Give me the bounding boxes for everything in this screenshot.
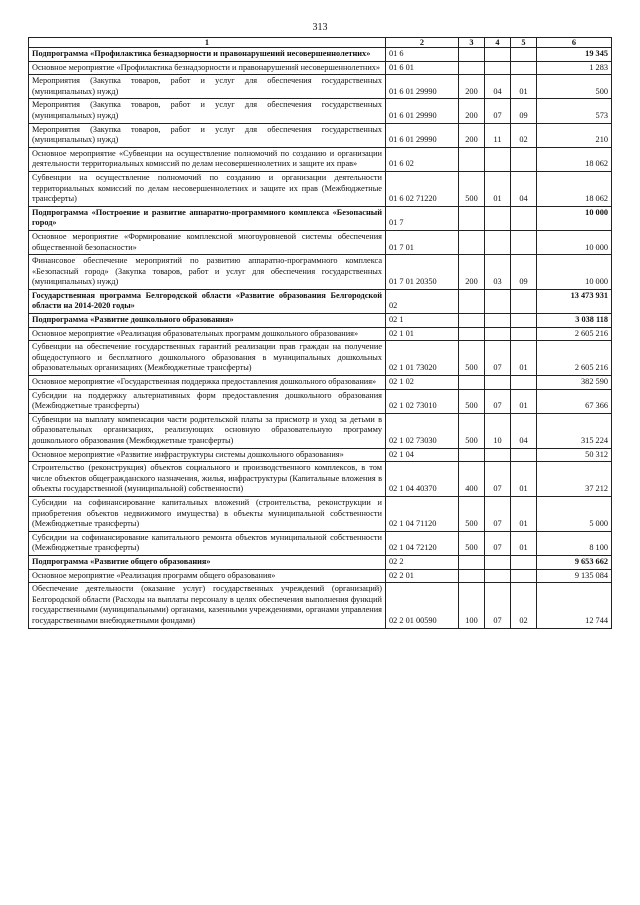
row-name: Подпрограмма «Развитие общего образования» xyxy=(29,555,386,569)
row-expense-type: 200 xyxy=(459,123,485,147)
row-subsection: 02 xyxy=(511,123,537,147)
row-amount: 2 605 216 xyxy=(537,327,612,341)
row-section xyxy=(485,289,511,313)
row-subsection: 02 xyxy=(511,583,537,628)
table-row xyxy=(29,255,612,290)
row-section: 04 xyxy=(485,75,511,99)
row-amount: 382 590 xyxy=(537,376,612,390)
header-row xyxy=(29,38,612,48)
row-name: Субвенции на осуществление полномочий по созданию и организации деятельности территориальных комиссий по делам несовершеннолетних и защите их прав (Межбюджетные трансферты) xyxy=(29,171,386,206)
row-section xyxy=(485,327,511,341)
row-subsection: 09 xyxy=(511,99,537,123)
row-subsection xyxy=(511,206,537,230)
row-expense-type xyxy=(459,569,485,583)
row-subsection: 01 xyxy=(511,341,537,376)
row-expense-type xyxy=(459,61,485,75)
row-section: 07 xyxy=(485,583,511,628)
row-amount: 50 312 xyxy=(537,448,612,462)
row-name: Основное мероприятие «Субвенции на осуществление полномочий по созданию и организации деятельности территориальных комиссий по делам несовершеннолетних и защите их прав» xyxy=(29,147,386,171)
row-name: Подпрограмма «Профилактика безнадзорности и правонарушений несовершеннолетних» xyxy=(29,48,386,62)
table-row xyxy=(29,289,612,313)
row-expense-type: 500 xyxy=(459,341,485,376)
row-name: Субсидии на софинансирование капитальных вложений (строительства, реконструкции и приобретения объектов недвижимого имущества) в объекты муниципальной собственности (Межбюджетные трансферты) xyxy=(29,496,386,531)
row-section: 07 xyxy=(485,462,511,497)
row-section xyxy=(485,48,511,62)
row-name: Субсидии на софинансирование капитального ремонта объектов муниципальной собственности (Межбюджетные трансферты) xyxy=(29,531,386,555)
row-amount: 8 100 xyxy=(537,531,612,555)
row-section xyxy=(485,314,511,328)
row-amount: 9 135 084 xyxy=(537,569,612,583)
row-expense-type: 500 xyxy=(459,531,485,555)
row-subsection xyxy=(511,448,537,462)
row-amount: 12 744 xyxy=(537,583,612,628)
row-section: 11 xyxy=(485,123,511,147)
table-row xyxy=(29,327,612,341)
row-amount: 13 473 931 xyxy=(537,289,612,313)
row-name: Мероприятия (Закупка товаров, работ и услуг для обеспечения государственных (муниципальных) нужд) xyxy=(29,75,386,99)
row-code: 02 1 02 73030 xyxy=(386,413,459,448)
row-expense-type xyxy=(459,376,485,390)
row-code: 01 7 01 xyxy=(386,230,459,254)
table-row xyxy=(29,583,612,628)
row-subsection: 09 xyxy=(511,255,537,290)
table-row xyxy=(29,147,612,171)
row-section: 07 xyxy=(485,496,511,531)
row-subsection xyxy=(511,555,537,569)
table-row xyxy=(29,341,612,376)
row-expense-type: 200 xyxy=(459,255,485,290)
row-subsection xyxy=(511,327,537,341)
table-row xyxy=(29,123,612,147)
row-code: 01 6 01 29990 xyxy=(386,123,459,147)
row-name: Основное мероприятие «Профилактика безнадзорности и правонарушений несовершеннолетних» xyxy=(29,61,386,75)
row-code: 02 1 04 40370 xyxy=(386,462,459,497)
row-name: Мероприятия (Закупка товаров, работ и услуг для обеспечения государственных (муниципальных) нужд) xyxy=(29,99,386,123)
row-amount: 1 283 xyxy=(537,61,612,75)
row-name: Подпрограмма «Развитие дошкольного образования» xyxy=(29,314,386,328)
row-amount: 18 062 xyxy=(537,171,612,206)
table-row xyxy=(29,496,612,531)
row-amount: 573 xyxy=(537,99,612,123)
row-name: Строительство (реконструкция) объектов социального и производственного комплексов, в том числе объектов общегражданского назначения, жилья, инфраструктуры (Капитальные вложения в объекты государственной (муниципальной) собственности) xyxy=(29,462,386,497)
row-section xyxy=(485,206,511,230)
row-name: Субвенции на выплату компенсации части родительской платы за присмотр и уход за детьми в образовательных организациях, реализующих основную образовательную программу дошкольного образования (Межбюджетные трансферты) xyxy=(29,413,386,448)
row-name: Подпрограмма «Построение и развитие аппаратно-программного комплекса «Безопасный город» xyxy=(29,206,386,230)
row-code: 02 1 04 71120 xyxy=(386,496,459,531)
row-code: 02 1 02 xyxy=(386,376,459,390)
table-row xyxy=(29,555,612,569)
row-section xyxy=(485,569,511,583)
row-section xyxy=(485,448,511,462)
table-row xyxy=(29,531,612,555)
row-code: 02 1 02 73010 xyxy=(386,389,459,413)
row-name: Основное мероприятие «Государственная поддержка предоставления дошкольного образования» xyxy=(29,376,386,390)
row-name: Финансовое обеспечение мероприятий по развитию аппаратно-программного комплекса «Безопасный город» (Закупка товаров, работ и услуг для обеспечения государственных (муниципальных) нужд) xyxy=(29,255,386,290)
budget-table xyxy=(28,37,612,629)
row-amount: 10 000 xyxy=(537,230,612,254)
row-subsection xyxy=(511,289,537,313)
column-header: 2 xyxy=(386,38,459,48)
row-code: 01 6 01 xyxy=(386,61,459,75)
row-amount: 10 000 xyxy=(537,255,612,290)
row-name: Основное мероприятие «Развитие инфраструктуры системы дошкольного образования» xyxy=(29,448,386,462)
row-subsection: 01 xyxy=(511,389,537,413)
row-section xyxy=(485,147,511,171)
table-row xyxy=(29,376,612,390)
column-header: 1 xyxy=(29,38,386,48)
table-row xyxy=(29,413,612,448)
row-amount: 10 000 xyxy=(537,206,612,230)
table-row xyxy=(29,171,612,206)
row-amount: 500 xyxy=(537,75,612,99)
row-code: 02 1 01 xyxy=(386,327,459,341)
row-name: Субсидии на поддержку альтернативных форм предоставления дошкольного образования (Межбюджетные трансферты) xyxy=(29,389,386,413)
row-amount: 37 212 xyxy=(537,462,612,497)
row-subsection xyxy=(511,48,537,62)
row-section: 07 xyxy=(485,99,511,123)
table-row xyxy=(29,462,612,497)
row-expense-type: 500 xyxy=(459,171,485,206)
row-code: 02 1 xyxy=(386,314,459,328)
row-amount: 18 062 xyxy=(537,147,612,171)
row-expense-type xyxy=(459,289,485,313)
row-section xyxy=(485,555,511,569)
table-row xyxy=(29,314,612,328)
row-expense-type: 200 xyxy=(459,99,485,123)
row-code: 02 2 01 xyxy=(386,569,459,583)
row-expense-type: 500 xyxy=(459,389,485,413)
row-name: Государственная программа Белгородской области «Развитие образования Белгородской области на 2014-2020 годы» xyxy=(29,289,386,313)
row-expense-type xyxy=(459,230,485,254)
row-section: 01 xyxy=(485,171,511,206)
row-section: 07 xyxy=(485,531,511,555)
column-header: 6 xyxy=(537,38,612,48)
row-name: Основное мероприятие «Реализация образовательных программ дошкольного образования» xyxy=(29,327,386,341)
row-amount: 210 xyxy=(537,123,612,147)
table-row xyxy=(29,448,612,462)
row-section xyxy=(485,61,511,75)
row-code: 01 6 02 71220 xyxy=(386,171,459,206)
row-section xyxy=(485,230,511,254)
row-expense-type: 400 xyxy=(459,462,485,497)
row-subsection xyxy=(511,376,537,390)
row-subsection: 04 xyxy=(511,171,537,206)
row-expense-type xyxy=(459,147,485,171)
table-row xyxy=(29,48,612,62)
row-expense-type xyxy=(459,48,485,62)
row-code: 02 1 04 xyxy=(386,448,459,462)
row-subsection: 04 xyxy=(511,413,537,448)
row-expense-type xyxy=(459,314,485,328)
row-code: 01 7 01 20350 xyxy=(386,255,459,290)
column-header: 5 xyxy=(511,38,537,48)
table-row xyxy=(29,230,612,254)
row-amount: 67 366 xyxy=(537,389,612,413)
row-code: 02 1 01 73020 xyxy=(386,341,459,376)
row-subsection: 01 xyxy=(511,496,537,531)
row-amount: 19 345 xyxy=(537,48,612,62)
row-section: 10 xyxy=(485,413,511,448)
row-subsection: 01 xyxy=(511,75,537,99)
page-number: 313 xyxy=(312,22,328,33)
row-expense-type xyxy=(459,206,485,230)
table-row xyxy=(29,389,612,413)
row-code: 02 2 xyxy=(386,555,459,569)
row-subsection xyxy=(511,61,537,75)
table-row xyxy=(29,206,612,230)
row-subsection xyxy=(511,147,537,171)
row-expense-type: 500 xyxy=(459,496,485,531)
row-code: 02 1 04 72120 xyxy=(386,531,459,555)
row-name: Мероприятия (Закупка товаров, работ и услуг для обеспечения государственных (муниципальных) нужд) xyxy=(29,123,386,147)
row-code: 01 7 xyxy=(386,206,459,230)
row-amount: 9 653 662 xyxy=(537,555,612,569)
row-subsection xyxy=(511,314,537,328)
row-section: 03 xyxy=(485,255,511,290)
row-subsection: 01 xyxy=(511,531,537,555)
row-subsection xyxy=(511,569,537,583)
row-amount: 315 224 xyxy=(537,413,612,448)
row-section xyxy=(485,376,511,390)
row-amount: 3 038 118 xyxy=(537,314,612,328)
row-name: Основное мероприятие «Реализация программ общего образования» xyxy=(29,569,386,583)
table-row xyxy=(29,61,612,75)
row-expense-type: 200 xyxy=(459,75,485,99)
table-row xyxy=(29,75,612,99)
column-header: 4 xyxy=(485,38,511,48)
row-section: 07 xyxy=(485,341,511,376)
row-amount: 2 605 216 xyxy=(537,341,612,376)
row-expense-type xyxy=(459,448,485,462)
row-code: 01 6 02 xyxy=(386,147,459,171)
row-code: 02 2 01 00590 xyxy=(386,583,459,628)
row-amount: 5 000 xyxy=(537,496,612,531)
row-name: Обеспечение деятельности (оказание услуг) государственных учреждений (организаций) Белгородской области (Расходы на выплаты персоналу в целях обеспечения выполнения функций государственными (муниципальными) органами, казенными учреждениями, органами управления государственными внебюджетными фондами) xyxy=(29,583,386,628)
table-row xyxy=(29,569,612,583)
row-code: 01 6 xyxy=(386,48,459,62)
row-code: 02 xyxy=(386,289,459,313)
row-subsection xyxy=(511,230,537,254)
row-expense-type: 500 xyxy=(459,413,485,448)
row-expense-type xyxy=(459,555,485,569)
row-name: Субвенции на обеспечение государственных гарантий реализации прав граждан на получение общедоступного и бесплатного дошкольного образования в муниципальных дошкольных образовательных организациях (Межбюджетные трансферты) xyxy=(29,341,386,376)
table-row xyxy=(29,99,612,123)
row-expense-type xyxy=(459,327,485,341)
row-subsection: 01 xyxy=(511,462,537,497)
row-code: 01 6 01 29990 xyxy=(386,75,459,99)
column-header: 3 xyxy=(459,38,485,48)
row-name: Основное мероприятие «Формирование комплексной многоуровневой системы обеспечения общественной безопасности» xyxy=(29,230,386,254)
row-section: 07 xyxy=(485,389,511,413)
row-expense-type: 100 xyxy=(459,583,485,628)
row-code: 01 6 01 29990 xyxy=(386,99,459,123)
